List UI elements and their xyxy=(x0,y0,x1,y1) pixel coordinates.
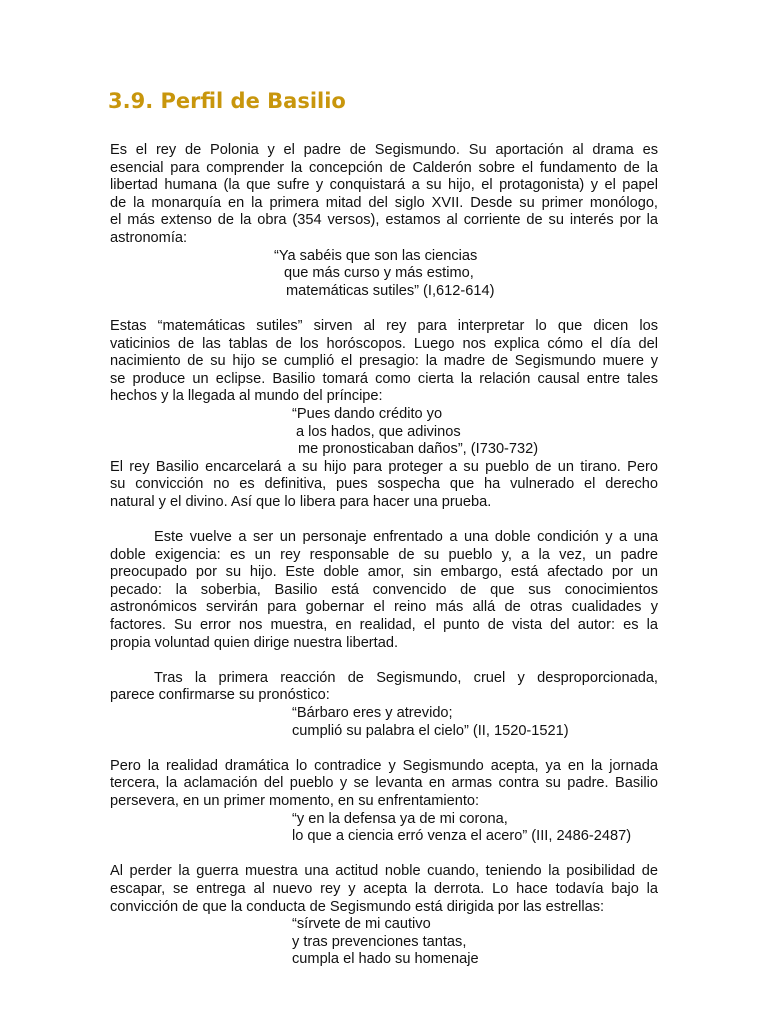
quote-line: que más curso y más estimo, xyxy=(284,265,474,282)
quote-line: a los hados, que adivinos xyxy=(296,423,461,440)
quote-line: matemáticas sutiles” (I,612-614) xyxy=(286,282,495,299)
text-line: astronómicos servirán para gobernar el reino más allá de otras cualidades y xyxy=(110,599,658,616)
paragraph-gap xyxy=(110,652,658,670)
quote-line: “y en la defensa ya de mi corona, xyxy=(292,810,508,827)
text-line: nacimiento de su hijo se cumplió el presagio: la madre de Segismundo muere y xyxy=(110,353,658,370)
quote-line: “Pues dando crédito yo xyxy=(292,405,443,422)
text-line-last: persevera, en un primer momento, en su enfrentamiento: xyxy=(110,792,480,809)
text-line: pecado: la soberbia, Basilio está convencido de que sus conocimientos xyxy=(110,581,658,598)
quote-line: cumpla el hado su homenaje xyxy=(292,951,479,968)
quote-line: “sírvete de mi cautivo xyxy=(292,916,431,933)
text-line-last: convicción de que la conducta de Segismundo está dirigida por las estrellas: xyxy=(110,898,605,915)
quote-line: me pronosticaban daños”, (I730-732) xyxy=(298,441,539,458)
text-line-indented: Este vuelve a ser un personaje enfrentado a una doble condición y a una xyxy=(154,529,658,546)
text-line: Es el rey de Polonia y el padre de Segismundo. Su aportación al drama es xyxy=(110,142,658,158)
quote-line: cumplió su palabra el cielo” (II, 1520-1521) xyxy=(292,722,569,739)
text-line-last: hechos y la llegada al mundo del príncipe: xyxy=(110,388,383,405)
text-line: Pero la realidad dramática lo contradice y Segismundo acepta, ya en la jornada xyxy=(110,757,658,774)
text-line: el más extenso de la obra (354 versos), estamos al corriente de su interés por la xyxy=(110,212,658,229)
text-line: Al perder la guerra muestra una actitud noble cuando, teniendo la posibilidad de xyxy=(110,863,658,880)
text-line: factores. Su error nos muestra, en realidad, el punto de vista del autor: es la xyxy=(110,617,658,634)
text-line: El rey Basilio encarcelará a su hijo para proteger a su pueblo de un tirano. Pero xyxy=(110,458,658,475)
paragraph-gap xyxy=(110,511,658,529)
text-line: doble exigencia: es un rey responsable de su pueblo y, a la vez, un padre xyxy=(110,546,658,563)
section-heading: 3.9. Perfil de Basilio xyxy=(108,89,346,113)
text-line: vaticinios de las tablas de los horóscopos. Luego nos explica cómo el día del xyxy=(110,335,658,352)
text-line-last: propia voluntad quien dirige nuestra libertad. xyxy=(110,634,399,651)
paragraph-gap xyxy=(110,846,658,864)
text-line: preocupado por su hijo. Este doble amor, sin embargo, está afectado por un xyxy=(110,564,658,581)
text-line: esencial para comprender la concepción de Calderón sobre el fundamento de la xyxy=(110,159,658,176)
quote-line: “Bárbaro eres y atrevido; xyxy=(292,705,453,721)
text-line: libertad humana (la que sufre y conquistará a su hijo, el protagonista) y el papel xyxy=(110,177,658,194)
paragraph-gap xyxy=(110,740,658,758)
text-line: escapar, se entrega al nuevo rey y acepta la derrota. Lo hace todavía bajo la xyxy=(110,880,658,897)
text-line-last: parece confirmarse su pronóstico: xyxy=(110,687,330,704)
paragraph-gap xyxy=(110,300,658,318)
text-line: su convicción no es definitiva, pues sospecha que ha vulnerado el derecho xyxy=(110,476,658,493)
text-line: tercera, la aclamación del pueblo y se levanta en armas contra su padre. Basilio xyxy=(110,775,658,792)
text-line-last: astronomía: xyxy=(110,229,188,246)
quote-line: “Ya sabéis que son las ciencias xyxy=(274,247,478,264)
text-line: se produce un eclipse. Basilio tomará como cierta la relación causal entre tales xyxy=(110,370,658,387)
text-line: Estas “matemáticas sutiles” sirven al rey para interpretar lo que dicen los xyxy=(110,317,658,334)
body-text xyxy=(110,142,658,969)
text-line: de la monarquía en la primera mitad del siglo XVII. Desde su primer monólogo, xyxy=(110,194,658,211)
quote-line: lo que a ciencia erró venza el acero” (III, 2486-2487) xyxy=(292,828,632,845)
text-line-indented: Tras la primera reacción de Segismundo, cruel y desproporcionada, xyxy=(154,669,658,686)
quote-line: y tras prevenciones tantas, xyxy=(292,933,467,950)
text-line-last: natural y el divino. Así que lo libera para hacer una prueba. xyxy=(110,493,492,510)
